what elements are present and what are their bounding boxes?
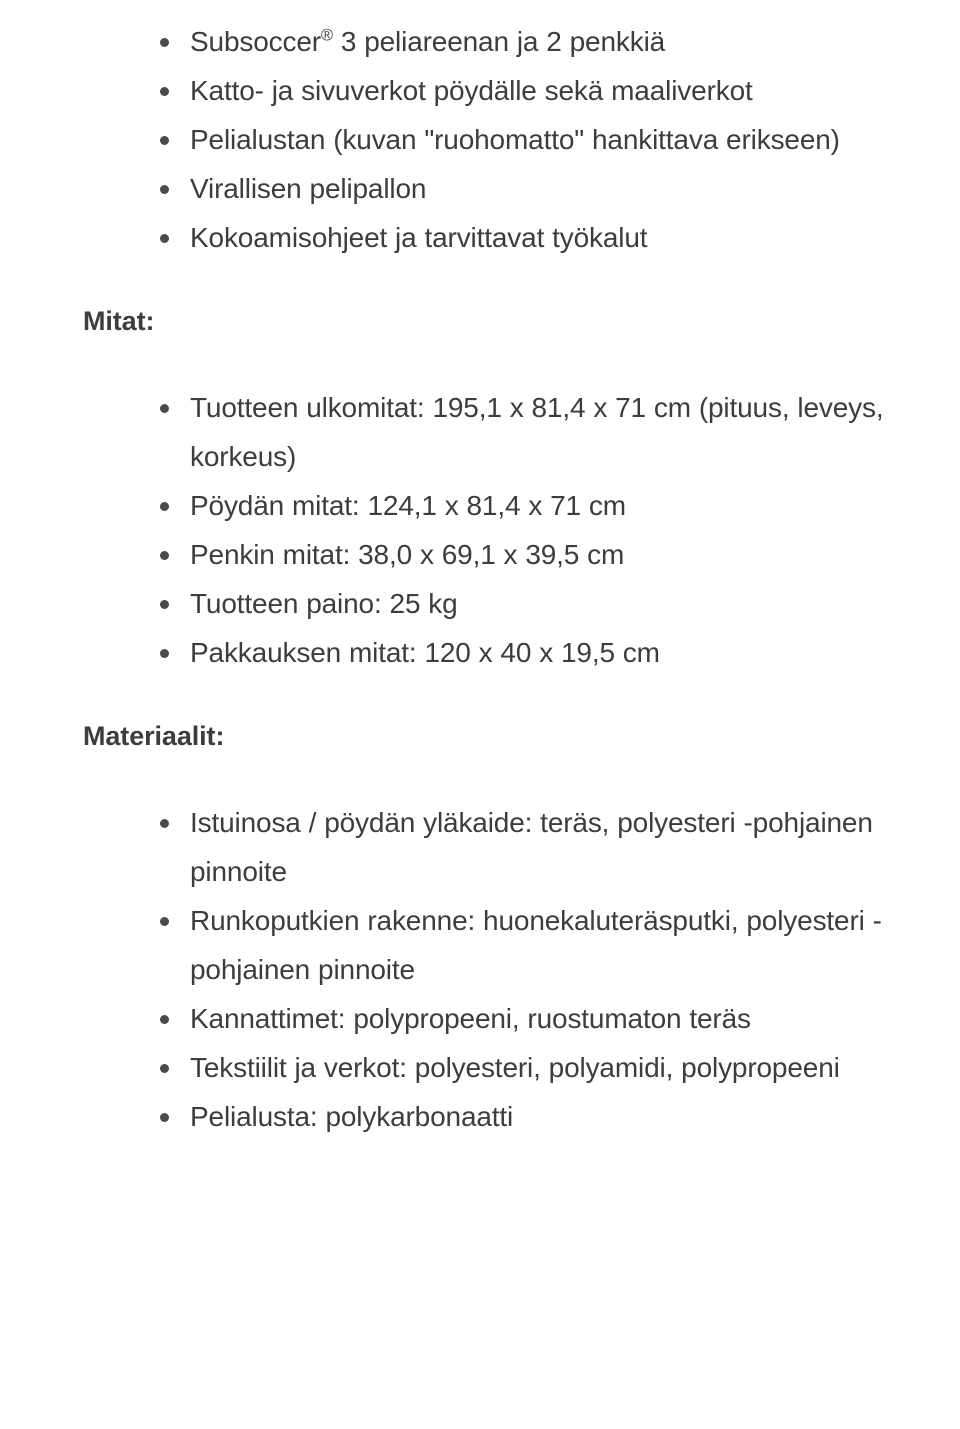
materials-list	[0, 798, 960, 1141]
list-item: Pelialustan (kuvan "ruohomatto" hankittava erikseen)	[0, 115, 960, 164]
list-item: Tuotteen paino: 25 kg	[0, 579, 960, 628]
dimensions-heading: Mitat:	[83, 306, 155, 336]
list-item: Virallisen pelipallon	[0, 164, 960, 213]
list-item: Katto- ja sivuverkot pöydälle sekä maaliverkot	[0, 66, 960, 115]
includes-item-0-text-after: 3 peliareenan ja 2 penkkiä	[332, 26, 666, 57]
dimensions-list	[0, 383, 960, 677]
includes-item-0-text-before: Subsoccer	[190, 26, 321, 57]
list-item: Tekstiilit ja verkot: polyesteri, polyamidi, polypropeeni	[0, 1043, 960, 1092]
list-item: Istuinosa / pöydän yläkaide: teräs, polyesteri -pohjainen pinnoite	[0, 798, 960, 896]
list-item	[0, 17, 960, 66]
list-item: Tuotteen ulkomitat: 195,1 x 81,4 x 71 cm (pituus, leveys, korkeus)	[0, 383, 960, 481]
list-item: Pakkauksen mitat: 120 x 40 x 19,5 cm	[0, 628, 960, 677]
list-item: Penkin mitat: 38,0 x 69,1 x 39,5 cm	[0, 530, 960, 579]
includes-list	[0, 17, 960, 262]
list-item: Kannattimet: polypropeeni, ruostumaton teräs	[0, 994, 960, 1043]
list-item: Runkoputkien rakenne: huonekaluteräsputki, polyesteri -pohjainen pinnoite	[0, 896, 960, 994]
list-item: Kokoamisohjeet ja tarvittavat työkalut	[0, 213, 960, 262]
registered-trademark-icon: ®	[320, 26, 333, 45]
materials-heading: Materiaalit:	[83, 721, 225, 751]
list-item: Pelialusta: polykarbonaatti	[0, 1092, 960, 1141]
list-item: Pöydän mitat: 124,1 x 81,4 x 71 cm	[0, 481, 960, 530]
